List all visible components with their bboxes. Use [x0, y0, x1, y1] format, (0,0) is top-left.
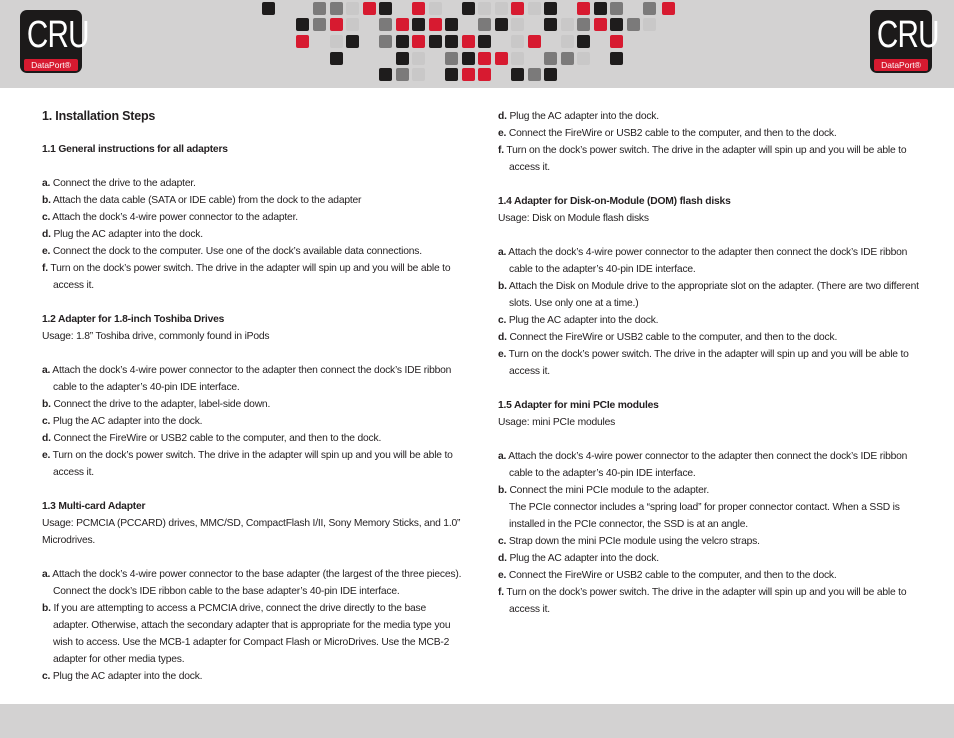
mosaic-square	[561, 52, 574, 65]
mosaic-square	[429, 35, 442, 48]
step-text: Connect the FireWire or USB2 cable to the computer, and then to the dock.	[508, 128, 837, 139]
mosaic-square	[610, 2, 623, 15]
instruction-step	[498, 550, 928, 567]
left-column	[42, 108, 462, 685]
mosaic-square	[429, 2, 442, 15]
mosaic-square	[610, 18, 623, 31]
step-text: Attach the dock’s 4-wire power connector to the base adapter (the largest of the three pieces). Connect the dock’s IDE ribbon cable to the base adapter’s 40-pin IDE interface.	[52, 569, 462, 597]
mosaic-square	[511, 18, 524, 31]
mosaic-square	[330, 2, 343, 15]
instruction-step	[498, 125, 928, 142]
instruction-step	[498, 567, 928, 584]
step-text: Connect the drive to the adapter, label-side down.	[53, 399, 271, 410]
section-spacer	[498, 176, 928, 193]
section-heading: 1.1 General instructions for all adapters	[42, 144, 228, 155]
mosaic-square	[346, 18, 359, 31]
instruction-step	[42, 600, 462, 668]
mosaic-square	[544, 18, 557, 31]
mosaic-square	[396, 52, 409, 65]
section-heading: 1.5 Adapter for mini PCIe modules	[498, 400, 659, 411]
mosaic-square	[478, 2, 491, 15]
mosaic-square	[462, 2, 475, 15]
step-letter: c.	[42, 416, 51, 427]
instruction-step	[42, 413, 462, 430]
section-spacer	[498, 431, 928, 448]
mosaic-square	[412, 52, 425, 65]
mosaic-square	[561, 18, 574, 31]
mosaic-square	[313, 18, 326, 31]
section-spacer	[42, 345, 462, 362]
mosaic-square	[594, 2, 607, 15]
instruction-step	[42, 175, 462, 192]
section-spacer	[42, 549, 462, 566]
mosaic-square	[330, 35, 343, 48]
instruction-step	[498, 244, 928, 278]
instruction-step	[42, 668, 462, 685]
instruction-step	[42, 209, 462, 226]
mosaic-square	[478, 35, 491, 48]
step-text: Plug the AC adapter into the dock.	[53, 229, 203, 240]
step-letter: e.	[42, 246, 51, 257]
step-letter: a.	[42, 178, 51, 189]
logo-mark: CRU	[876, 14, 939, 56]
mosaic-square	[577, 18, 590, 31]
step-text: Turn on the dock’s power switch. The drive in the adapter will spin up and you will be able to access it.	[506, 587, 907, 615]
section-heading: 1.3 Multi-card Adapter	[42, 501, 146, 512]
step-text: Plug the AC adapter into the dock.	[52, 416, 203, 427]
instruction-step	[498, 142, 928, 176]
cru-logo-right	[870, 10, 939, 73]
instruction-step	[42, 226, 462, 243]
mosaic-square	[445, 18, 458, 31]
instruction-step	[498, 482, 928, 499]
right-sections	[498, 176, 928, 618]
mosaic-square	[511, 35, 524, 48]
step-letter: a.	[498, 247, 507, 258]
step-text: Plug the AC adapter into the dock.	[52, 671, 203, 682]
page-header	[0, 0, 954, 88]
mosaic-square	[662, 2, 675, 15]
mosaic-square	[544, 52, 557, 65]
step-letter: b.	[498, 281, 507, 292]
section-heading: 1.2 Adapter for 1.8-inch Toshiba Drives	[42, 314, 225, 325]
step-text: Attach the dock’s 4-wire power connector to the adapter then connect the dock’s IDE ribbon cable to the adapter’s 40-pin IDE interface.	[52, 365, 452, 393]
mosaic-square	[412, 18, 425, 31]
step-letter: c.	[498, 315, 507, 326]
section-spacer	[42, 294, 462, 311]
step-text: Connect the drive to the adapter.	[52, 178, 196, 189]
mosaic-square	[577, 35, 590, 48]
continued-steps	[498, 108, 928, 176]
mosaic-square	[429, 18, 442, 31]
step-text: Attach the dock’s 4-wire power connector to the adapter.	[52, 212, 298, 223]
instruction-step	[498, 584, 928, 618]
step-text: Turn on the dock’s power switch. The drive in the adapter will spin up and you will be able to access it.	[506, 145, 907, 173]
section-usage: Usage: mini PCIe modules	[498, 417, 616, 428]
logo-tag: DataPort®	[874, 59, 928, 71]
instruction-step	[498, 448, 928, 482]
mosaic-square	[412, 68, 425, 81]
step-text: Attach the data cable (SATA or IDE cable) from the dock to the adapter	[52, 195, 362, 206]
mosaic-square	[379, 2, 392, 15]
step-letter: d.	[42, 229, 51, 240]
mosaic-square	[495, 18, 508, 31]
mosaic-square	[296, 35, 309, 48]
mosaic-square	[330, 52, 343, 65]
step-text: Attach the dock’s 4-wire power connector to the adapter then connect the dock’s IDE ribbon cable to the adapter’s 40-pin IDE interface.	[508, 451, 908, 479]
mosaic-square	[478, 68, 491, 81]
mosaic-square	[577, 52, 590, 65]
instruction-step	[42, 396, 462, 413]
step-letter: a.	[42, 569, 51, 580]
step-text: Attach the Disk on Module drive to the appropriate slot on the adapter. (There are two different slots. Use only one at a time.)	[508, 281, 919, 309]
logo-mark: CRU	[26, 14, 89, 56]
instruction-step	[42, 447, 462, 481]
step-letter: d.	[42, 433, 51, 444]
step-letter: d.	[498, 111, 507, 122]
instruction-step	[42, 362, 462, 396]
step-letter: f.	[498, 145, 504, 156]
mosaic-square	[544, 2, 557, 15]
step-text: Plug the AC adapter into the dock.	[509, 111, 659, 122]
mosaic-square	[577, 2, 590, 15]
section-spacer	[498, 380, 928, 397]
section-spacer	[42, 158, 462, 175]
instruction-step	[42, 566, 462, 600]
step-note: The PCIe connector includes a “spring load” for proper connector contact. When a SSD is installed in the PCIe connector, the SSD is at an angle.	[509, 502, 900, 530]
left-sections	[42, 141, 462, 685]
mosaic-square	[528, 68, 541, 81]
mosaic-square	[396, 68, 409, 81]
mosaic-square	[643, 18, 656, 31]
mosaic-square	[528, 2, 541, 15]
mosaic-square	[511, 2, 524, 15]
instruction-step	[498, 329, 928, 346]
mosaic-square	[544, 68, 557, 81]
mosaic-square	[478, 18, 491, 31]
mosaic-square	[511, 52, 524, 65]
step-text: Turn on the dock’s power switch. The drive in the adapter will spin up and you will be able to access it.	[52, 450, 453, 478]
mosaic-square	[561, 35, 574, 48]
step-text: Connect the mini PCIe module to the adapter.	[509, 485, 709, 496]
instruction-step	[498, 312, 928, 329]
step-letter: e.	[498, 349, 507, 360]
step-text: Plug the AC adapter into the dock.	[509, 553, 659, 564]
step-text: Connect the dock to the computer. Use one of the dock’s available data connections.	[52, 246, 422, 257]
mosaic-square	[379, 35, 392, 48]
mosaic-square	[379, 18, 392, 31]
step-letter: f.	[42, 263, 48, 274]
step-letter: e.	[498, 128, 507, 139]
mosaic-square	[396, 18, 409, 31]
step-text: Turn on the dock’s power switch. The drive in the adapter will spin up and you will be able to access it.	[508, 349, 909, 377]
mosaic-square	[396, 35, 409, 48]
step-letter: e.	[498, 570, 507, 581]
step-letter: a.	[42, 365, 51, 376]
step-text: Connect the FireWire or USB2 cable to the computer, and then to the dock.	[509, 332, 838, 343]
step-letter: c.	[42, 671, 51, 682]
step-letter: b.	[42, 603, 51, 614]
mosaic-square	[330, 18, 343, 31]
step-text: Connect the FireWire or USB2 cable to the computer, and then to the dock.	[508, 570, 837, 581]
step-letter: d.	[498, 553, 507, 564]
step-text: Turn on the dock’s power switch. The drive in the adapter will spin up and you will be able to access it.	[50, 263, 451, 291]
step-letter: c.	[42, 212, 51, 223]
mosaic-square	[610, 52, 623, 65]
instruction-step	[498, 346, 928, 380]
step-letter: b.	[42, 195, 51, 206]
section-usage: Usage: Disk on Module flash disks	[498, 213, 649, 224]
mosaic-square	[445, 52, 458, 65]
step-letter: b.	[42, 399, 51, 410]
step-text: Strap down the mini PCIe module using the velcro straps.	[508, 536, 760, 547]
instruction-step	[42, 192, 462, 209]
section-heading: 1.4 Adapter for Disk-on-Module (DOM) flash disks	[498, 196, 731, 207]
step-text: Attach the dock’s 4-wire power connector to the adapter then connect the dock’s IDE ribbon cable to the adapter’s 40-pin IDE interface.	[508, 247, 908, 275]
mosaic-square	[462, 52, 475, 65]
mosaic-square	[610, 35, 623, 48]
step-letter: c.	[498, 536, 507, 547]
mosaic-square	[462, 35, 475, 48]
instruction-step	[498, 108, 928, 125]
mosaic-square	[363, 2, 376, 15]
mosaic-square	[346, 35, 359, 48]
page-title: 1. Installation Steps	[42, 109, 156, 123]
step-letter: d.	[498, 332, 507, 343]
mosaic-square	[412, 2, 425, 15]
step-letter: b.	[498, 485, 507, 496]
right-column	[498, 108, 928, 618]
instruction-step	[42, 260, 462, 294]
mosaic-square	[495, 52, 508, 65]
page-footer	[0, 704, 954, 738]
mosaic-square	[262, 2, 275, 15]
instruction-step	[498, 533, 928, 550]
section-spacer	[498, 227, 928, 244]
mosaic-square	[462, 68, 475, 81]
instruction-step	[42, 430, 462, 447]
mosaic-square	[627, 18, 640, 31]
instruction-step	[42, 243, 462, 260]
step-letter: e.	[42, 450, 51, 461]
mosaic-square	[528, 35, 541, 48]
step-text: Connect the FireWire or USB2 cable to the computer, and then to the dock.	[53, 433, 382, 444]
mosaic-square	[379, 68, 392, 81]
instruction-step	[498, 278, 928, 312]
section-spacer	[42, 481, 462, 498]
section-usage: Usage: PCMCIA (PCCARD) drives, MMC/SD, CompactFlash I/II, Sony Memory Sticks, and 1.0” Microdrives.	[42, 518, 461, 546]
mosaic-square	[412, 35, 425, 48]
step-text: If you are attempting to access a PCMCIA drive, connect the drive directly to the base adapter. Otherwise, attach the secondary adapter that is appropriate for the media type you wish to access. Use the MCB-1 adapter for Compact Flash or MicroDrives. Use the MCB-2 adapter for other media types.	[53, 603, 451, 665]
section-usage: Usage: 1.8” Toshiba drive, commonly found in iPods	[42, 331, 270, 342]
mosaic-square	[511, 68, 524, 81]
step-letter: f.	[498, 587, 504, 598]
step-letter: a.	[498, 451, 507, 462]
mosaic-square	[445, 68, 458, 81]
mosaic-square	[643, 2, 656, 15]
mosaic-square	[313, 2, 326, 15]
step-text: Plug the AC adapter into the dock.	[508, 315, 659, 326]
mosaic-square	[296, 18, 309, 31]
mosaic-square	[346, 2, 359, 15]
mosaic-square	[594, 18, 607, 31]
logo-tag: DataPort®	[24, 59, 78, 71]
mosaic-square	[478, 52, 491, 65]
mosaic-square	[445, 35, 458, 48]
decorative-mosaic	[0, 0, 954, 88]
mosaic-square	[495, 2, 508, 15]
